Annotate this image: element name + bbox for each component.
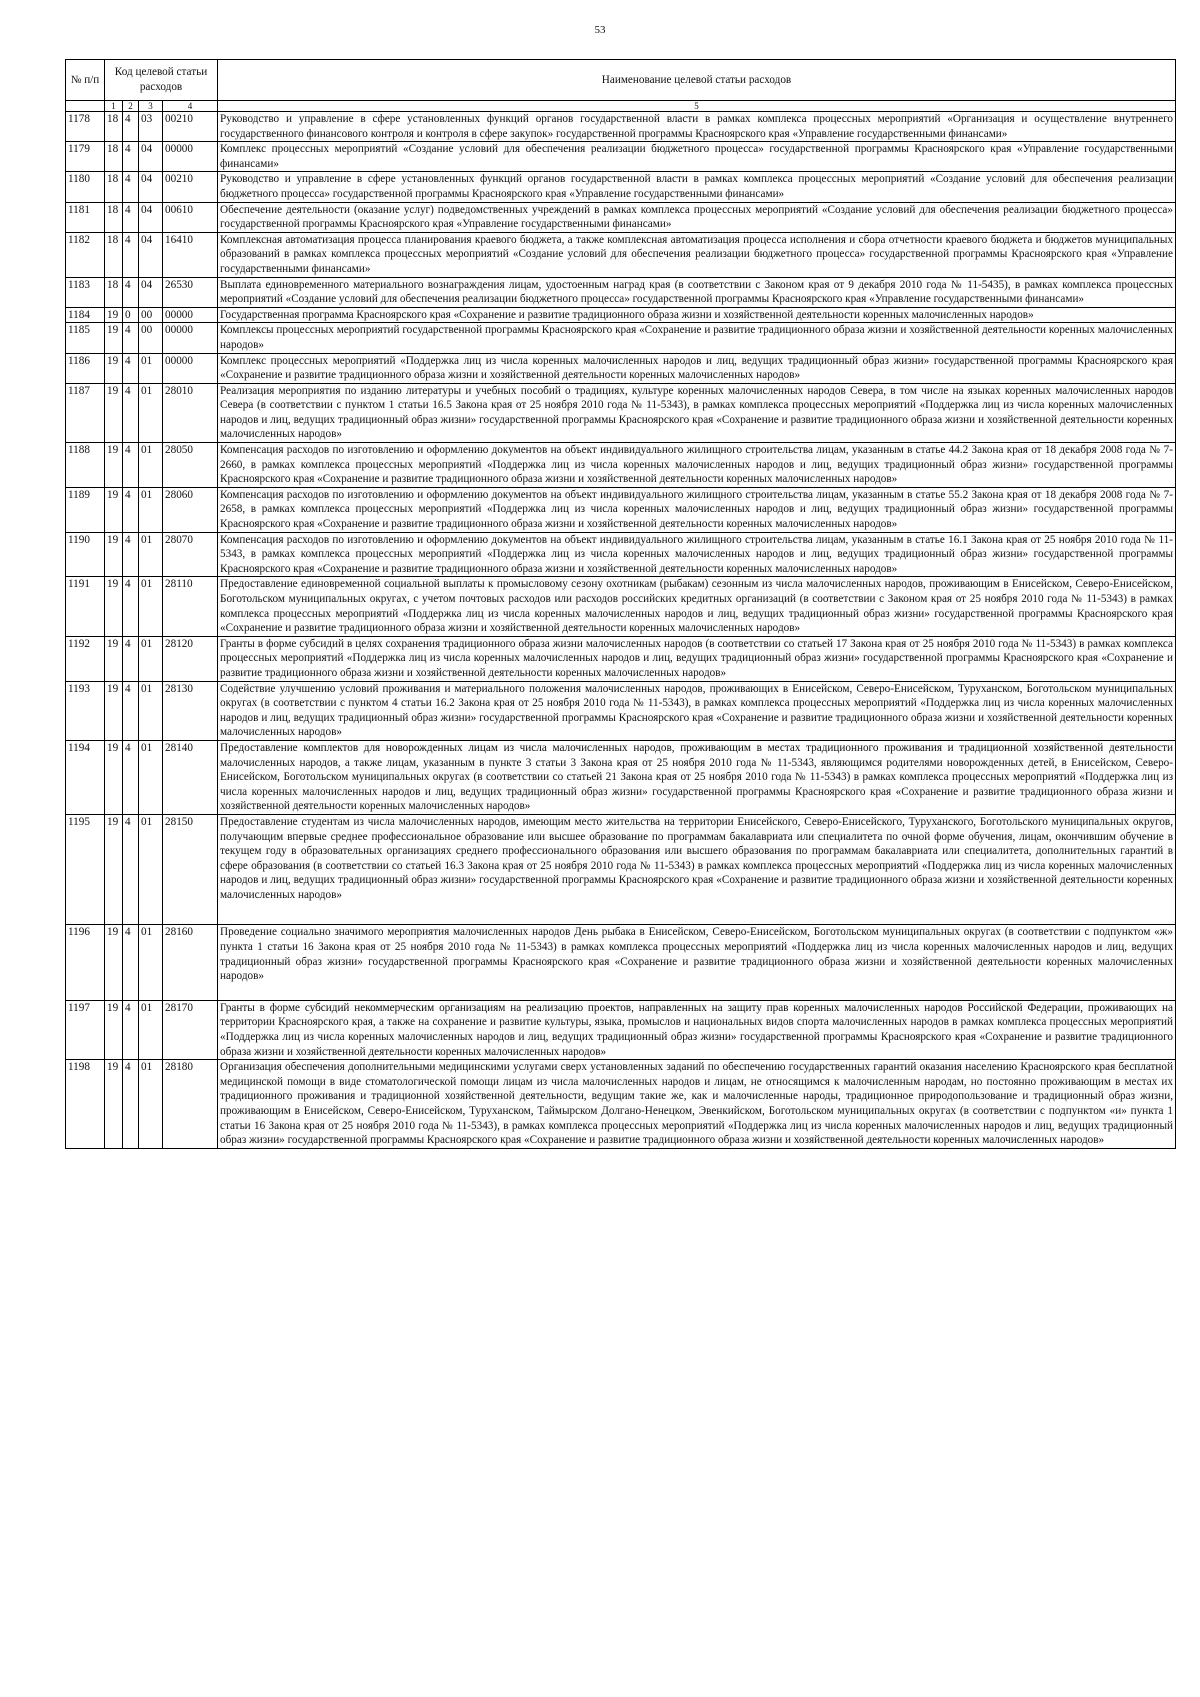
code-part-4: 28110	[163, 577, 218, 636]
code-part-3: 00	[139, 323, 163, 353]
table-row	[66, 636, 1176, 681]
table-row	[66, 681, 1176, 740]
page-number: 53	[594, 24, 606, 36]
column-number-empty	[66, 101, 105, 112]
row-name: Комплексы процессных мероприятий государственной программы Красноярского края «Сохранение и развитие традиционного образа жизни и хозяйственной деятельности коренных малочисленных народов»	[218, 323, 1176, 353]
code-part-2: 4	[123, 740, 139, 814]
header-number: № п/п	[66, 60, 105, 101]
table-row	[66, 383, 1176, 442]
table-row	[66, 487, 1176, 532]
code-part-4: 26530	[163, 277, 218, 307]
code-part-2: 4	[123, 636, 139, 681]
row-number: 1196	[66, 925, 105, 1000]
row-name: Обеспечение деятельности (оказание услуг) подведомственных учреждений в рамках комплекса процессных мероприятий «Создание условий для обеспечения реализации бюджетного процесса» государственной программы Красноярского края «Управление государственными финансами»	[218, 202, 1176, 232]
target-expense-table	[65, 59, 1176, 1149]
code-part-1: 19	[105, 681, 123, 740]
row-name: Компенсация расходов по изготовлению и оформлению документов на объект индивидуального жилищного строительства лицам, указанным в статье 44.2 Закона края от 18 декабря 2008 года № 7-2660, в рамках комплекса процессных мероприятий «Поддержка лиц из числа коренных малочисленных народов и лиц, ведущих традиционный образ жизни» государственной программы Красноярского края «Сохранение и развитие традиционного образа жизни и хозяйственной деятельности коренных малочисленных народов»	[218, 443, 1176, 488]
row-name: Гранты в форме субсидий некоммерческим организациям на реализацию проектов, направленных на защиту прав коренных малочисленных народов Российской Федерации, проживающих на территории Красноярского края, а также на сохранение и развитие культуры, языка, промыслов и национальных видов спорта малочисленных народов в рамках комплекса процессных мероприятий «Поддержка лиц из числа коренных малочисленных народов и лиц, ведущих традиционный образ жизни» государственной программы Красноярского края «Сохранение и развитие традиционного образа жизни и хозяйственной деятельности коренных малочисленных народов»	[218, 1000, 1176, 1059]
code-part-4: 28070	[163, 532, 218, 577]
code-part-1: 19	[105, 577, 123, 636]
table-row	[66, 814, 1176, 925]
code-part-4: 28160	[163, 925, 218, 1000]
row-name: Проведение социально значимого мероприятия малочисленных народов День рыбака в Енисейском, Северо-Енисейском, Боготольском муниципальных округах (в соответствии с подпунктом «ж» пункта 1 статьи 16 Закона края от 25 ноября 2010 года № 11-5343) в рамках комплекса процессных мероприятий «Поддержка лиц из числа коренных малочисленных народов и лиц, ведущих традиционный образ жизни» государственной программы Красноярского края «Сохранение и развитие традиционного образа жизни и хозяйственной деятельности коренных малочисленных народов»	[218, 925, 1176, 1000]
table-row	[66, 353, 1176, 383]
code-part-1: 19	[105, 443, 123, 488]
table-row	[66, 172, 1176, 202]
code-part-3: 04	[139, 202, 163, 232]
code-part-1: 18	[105, 112, 123, 142]
column-number-row	[66, 101, 1176, 112]
row-number: 1186	[66, 353, 105, 383]
code-part-4: 28140	[163, 740, 218, 814]
table-header-row	[66, 60, 1176, 101]
column-number: 1	[105, 101, 123, 112]
code-part-1: 19	[105, 925, 123, 1000]
code-part-4: 28120	[163, 636, 218, 681]
row-name: Выплата единовременного материального вознаграждения лицам, удостоенным наград края (в соответствии с Законом края от 9 декабря 2010 года № 11-5435), в рамках комплекса процессных мероприятий «Создание условий для обеспечения реализации бюджетного процесса» государственной программы Красноярского края «Управление государственными финансами»	[218, 277, 1176, 307]
code-part-3: 01	[139, 443, 163, 488]
row-name: Руководство и управление в сфере установленных функций органов государственной власти в рамках комплекса процессных мероприятий «Организация и осуществление внутреннего государственного финансового контроля и контроля в сфере закупок» государственной программы Красноярского края «Управление государственными финансами»	[218, 112, 1176, 142]
row-name: Комплексная автоматизация процесса планирования краевого бюджета, а также комплексная автоматизация процесса исполнения и сбора отчетности краевого бюджета и бюджетов муниципальных образований в рамках комплекса процессных мероприятий «Создание условий для обеспечения реализации бюджетного процесса» государственной программы Красноярского края «Управление государственными финансами»	[218, 232, 1176, 277]
row-number: 1182	[66, 232, 105, 277]
table-row	[66, 443, 1176, 488]
code-part-2: 4	[123, 681, 139, 740]
code-part-2: 4	[123, 577, 139, 636]
code-part-4: 28050	[163, 443, 218, 488]
code-part-4: 00000	[163, 142, 218, 172]
row-number: 1197	[66, 1000, 105, 1059]
row-name: Компенсация расходов по изготовлению и оформлению документов на объект индивидуального жилищного строительства лицам, указанным в статье 16.1 Закона края от 25 ноября 2010 года № 11-5343, в рамках комплекса процессных мероприятий «Поддержка лиц из числа коренных малочисленных народов и лиц, ведущих традиционный образ жизни» государственной программы Красноярского края «Сохранение и развитие традиционного образа жизни и хозяйственной деятельности коренных малочисленных народов»	[218, 532, 1176, 577]
table-row	[66, 532, 1176, 577]
code-part-3: 01	[139, 487, 163, 532]
table-row	[66, 577, 1176, 636]
code-part-3: 01	[139, 925, 163, 1000]
column-number: 2	[123, 101, 139, 112]
code-part-2: 0	[123, 307, 139, 323]
row-number: 1195	[66, 814, 105, 925]
row-number: 1194	[66, 740, 105, 814]
table-row	[66, 142, 1176, 172]
row-number: 1193	[66, 681, 105, 740]
row-number: 1191	[66, 577, 105, 636]
code-part-4: 00000	[163, 323, 218, 353]
code-part-3: 01	[139, 353, 163, 383]
row-name: Руководство и управление в сфере установленных функций органов государственной власти в рамках комплекса процессных мероприятий «Создание условий для обеспечения реализации бюджетного процесса» государственной программы Красноярского края «Управление государственными финансами»	[218, 172, 1176, 202]
row-name: Предоставление единовременной социальной выплаты к промысловому сезону охотникам (рыбакам) сезонным из числа малочисленных народов, проживающим в Енисейском, Северо-Енисейском, Боготольском муниципальных округах, с учетом почтовых расходов или расходов российских кредитных организаций (в соответствии с Законом края от 25 ноября 2010 года № 11-5343) в рамках комплекса процессных мероприятий «Поддержка лиц из числа коренных малочисленных народов и лиц, ведущих традиционный образ жизни» государственной программы Красноярского края «Сохранение и развитие традиционного образа жизни и хозяйственной деятельности коренных малочисленных народов»	[218, 577, 1176, 636]
column-number: 5	[218, 101, 1176, 112]
code-part-4: 00210	[163, 172, 218, 202]
code-part-3: 01	[139, 740, 163, 814]
row-name: Предоставление комплектов для новорожденных лицам из числа малочисленных народов, проживающим в местах традиционного проживания и традиционной хозяйственной деятельности малочисленных народов, а также лицам, указанным в пункте 3 статьи 3 Закона края от 25 ноября 2010 года № 11-5343, являющимся родителями новорожденных детей, в Енисейском, Северо-Енисейском, Боготольском муниципальных округах (в соответствии со статьей 21 Закона края от 25 ноября 2010 года № 11-5343) в рамках комплекса процессных мероприятий «Поддержка лиц из числа коренных малочисленных народов и лиц, ведущих традиционный образ жизни» государственной программы Красноярского края «Сохранение и развитие традиционного образа жизни и хозяйственной деятельности коренных малочисленных народов»	[218, 740, 1176, 814]
row-number: 1190	[66, 532, 105, 577]
code-part-3: 01	[139, 1000, 163, 1059]
code-part-4: 16410	[163, 232, 218, 277]
code-part-3: 01	[139, 636, 163, 681]
row-number: 1188	[66, 443, 105, 488]
table-row	[66, 925, 1176, 1000]
code-part-4: 28170	[163, 1000, 218, 1059]
table-row	[66, 323, 1176, 353]
row-number: 1198	[66, 1060, 105, 1149]
row-number: 1181	[66, 202, 105, 232]
code-part-1: 18	[105, 202, 123, 232]
code-part-2: 4	[123, 202, 139, 232]
row-name: Компенсация расходов по изготовлению и оформлению документов на объект индивидуального жилищного строительства лицам, указанным в статье 55.2 Закона края от 18 декабря 2008 года № 7-2658, в рамках комплекса процессных мероприятий «Поддержка лиц из числа коренных малочисленных народов и лиц, ведущих традиционный образ жизни» государственной программы Красноярского края «Сохранение и развитие традиционного образа жизни и хозяйственной деятельности коренных малочисленных народов»	[218, 487, 1176, 532]
code-part-1: 18	[105, 232, 123, 277]
code-part-2: 4	[123, 232, 139, 277]
code-part-1: 19	[105, 307, 123, 323]
code-part-4: 28180	[163, 1060, 218, 1149]
table-row	[66, 1060, 1176, 1149]
code-part-2: 4	[123, 142, 139, 172]
code-part-3: 04	[139, 232, 163, 277]
header-code: Код целевой статьи расходов	[105, 60, 218, 101]
code-part-3: 01	[139, 814, 163, 925]
code-part-1: 19	[105, 487, 123, 532]
code-part-1: 18	[105, 277, 123, 307]
code-part-1: 19	[105, 532, 123, 577]
code-part-1: 19	[105, 740, 123, 814]
row-name: Организация обеспечения дополнительными медицинскими услугами сверх установленных заданий по обеспечению государственных гарантий оказания населению Красноярского края бесплатной медицинской помощи в виде стоматологической помощи лицам из числа малочисленных народов и лицам, не относящимся к малочисленным народам, но постоянно проживающим в местах их традиционного проживания и традиционной хозяйственной деятельности, ведущим такие же, как и малочисленные народы, традиционное природопользование и традиционный образ жизни, проживающим в Енисейском, Северо-Енисейском, Туруханском, Таймырском Долгано-Ненецком, Эвенкийском, Боготольском муниципальных округах (в соответствии с подпунктом «и» пункта 1 статьи 16 Закона края от 25 ноября 2010 года № 11-5343), в рамках комплекса процессных мероприятий «Поддержка лиц из числа коренных малочисленных народов и лиц, ведущих традиционный образ жизни» государственной программы Красноярского края «Сохранение и развитие традиционного образа жизни и хозяйственной деятельности коренных малочисленных народов»	[218, 1060, 1176, 1149]
table-row	[66, 277, 1176, 307]
code-part-1: 19	[105, 383, 123, 442]
code-part-2: 4	[123, 112, 139, 142]
row-name: Комплекс процессных мероприятий «Поддержка лиц из числа коренных малочисленных народов и лиц, ведущих традиционный образ жизни» государственной программы Красноярского края «Сохранение и развитие традиционного образа жизни и хозяйственной деятельности коренных малочисленных народов»	[218, 353, 1176, 383]
code-part-2: 4	[123, 1000, 139, 1059]
row-number: 1187	[66, 383, 105, 442]
code-part-2: 4	[123, 172, 139, 202]
code-part-4: 28150	[163, 814, 218, 925]
code-part-2: 4	[123, 487, 139, 532]
code-part-4: 00610	[163, 202, 218, 232]
code-part-2: 4	[123, 925, 139, 1000]
row-number: 1192	[66, 636, 105, 681]
table-row	[66, 232, 1176, 277]
table-row	[66, 740, 1176, 814]
code-part-1: 19	[105, 814, 123, 925]
code-part-1: 19	[105, 353, 123, 383]
column-number: 3	[139, 101, 163, 112]
code-part-4: 00210	[163, 112, 218, 142]
code-part-4: 28130	[163, 681, 218, 740]
row-name: Реализация мероприятия по изданию литературы и учебных пособий о традициях, культуре коренных малочисленных народов Севера, в том числе на языках коренных малочисленных народов Севера (в соответствии с пунктом 1 статьи 16.5 Закона края от 25 ноября 2010 года № 11-5343), в рамках комплекса процессных мероприятий «Поддержка лиц из числа коренных малочисленных народов и лиц, ведущих традиционный образ жизни» государственной программы Красноярского края «Сохранение и развитие традиционного образа жизни и хозяйственной деятельности коренных малочисленных народов»	[218, 383, 1176, 442]
code-part-3: 04	[139, 277, 163, 307]
row-name: Предоставление студентам из числа малочисленных народов, имеющим место жительства на территории Енисейского, Северо-Енисейского, Туруханского, Боготольского муниципальных округов, получающим впервые среднее профессиональное образование или высшее образование по программам бакалавриата или специалитета по очной форме обучения, лицам, окончившим обучение в текущем году в образовательных организациях среднего профессионального образования или высшего образования по программам бакалавриата или специалитета, дополнительных гарантий в сфере образования (в соответствии со статьей 16.3 Закона края от 25 ноября 2010 года № 11-5343) в рамках комплекса процессных мероприятий «Поддержка лиц из числа коренных малочисленных народов и лиц, ведущих традиционный образ жизни» государственной программы Красноярского края «Сохранение и развитие традиционного образа жизни и хозяйственной деятельности коренных малочисленных народов»	[218, 814, 1176, 925]
row-number: 1184	[66, 307, 105, 323]
code-part-2: 4	[123, 532, 139, 577]
code-part-1: 19	[105, 323, 123, 353]
code-part-2: 4	[123, 277, 139, 307]
code-part-2: 4	[123, 1060, 139, 1149]
code-part-4: 28060	[163, 487, 218, 532]
header-name: Наименование целевой статьи расходов	[218, 60, 1176, 101]
row-name: Государственная программа Красноярского края «Сохранение и развитие традиционного образа жизни и хозяйственной деятельности коренных малочисленных народов»	[218, 307, 1176, 323]
code-part-2: 4	[123, 383, 139, 442]
row-name: Гранты в форме субсидий в целях сохранения традиционного образа жизни малочисленных народов (в соответствии со статьей 17 Закона края от 25 ноября 2010 года № 11-5343) в рамках комплекса процессных мероприятий «Поддержка лиц из числа коренных малочисленных народов и лиц, ведущих традиционный образ жизни» государственной программы Красноярского края «Сохранение и развитие традиционного образа жизни и хозяйственной деятельности коренных малочисленных народов»	[218, 636, 1176, 681]
code-part-2: 4	[123, 814, 139, 925]
code-part-1: 18	[105, 142, 123, 172]
code-part-3: 04	[139, 142, 163, 172]
row-name: Комплекс процессных мероприятий «Создание условий для обеспечения реализации бюджетного процесса» государственной программы Красноярского края «Управление государственными финансами»	[218, 142, 1176, 172]
code-part-3: 01	[139, 577, 163, 636]
code-part-3: 00	[139, 307, 163, 323]
code-part-4: 00000	[163, 353, 218, 383]
row-number: 1179	[66, 142, 105, 172]
code-part-4: 00000	[163, 307, 218, 323]
code-part-3: 01	[139, 1060, 163, 1149]
column-number: 4	[163, 101, 218, 112]
code-part-1: 18	[105, 172, 123, 202]
row-number: 1180	[66, 172, 105, 202]
code-part-1: 19	[105, 1060, 123, 1149]
row-name: Содействие улучшению условий проживания и материального положения малочисленных народов, проживающих в Енисейском, Северо-Енисейском, Туруханском, Боготольском муниципальных округах (в соответствии с пунктом 4 статьи 16.2 Закона края от 25 ноября 2010 года № 11-5343), в рамках комплекса процессных мероприятий «Поддержка лиц из числа коренных малочисленных народов и лиц, ведущих традиционный образ жизни» государственной программы Красноярского края «Сохранение и развитие традиционного образа жизни и хозяйственной деятельности коренных малочисленных народов»	[218, 681, 1176, 740]
row-number: 1185	[66, 323, 105, 353]
code-part-3: 01	[139, 532, 163, 577]
code-part-4: 28010	[163, 383, 218, 442]
row-number: 1183	[66, 277, 105, 307]
code-part-1: 19	[105, 636, 123, 681]
row-number: 1189	[66, 487, 105, 532]
table-row	[66, 1000, 1176, 1059]
code-part-3: 01	[139, 681, 163, 740]
code-part-1: 19	[105, 1000, 123, 1059]
code-part-2: 4	[123, 443, 139, 488]
code-part-3: 01	[139, 383, 163, 442]
table-row	[66, 112, 1176, 142]
table-row	[66, 202, 1176, 232]
code-part-2: 4	[123, 353, 139, 383]
code-part-3: 03	[139, 112, 163, 142]
code-part-2: 4	[123, 323, 139, 353]
row-number: 1178	[66, 112, 105, 142]
table-row	[66, 307, 1176, 323]
code-part-3: 04	[139, 172, 163, 202]
